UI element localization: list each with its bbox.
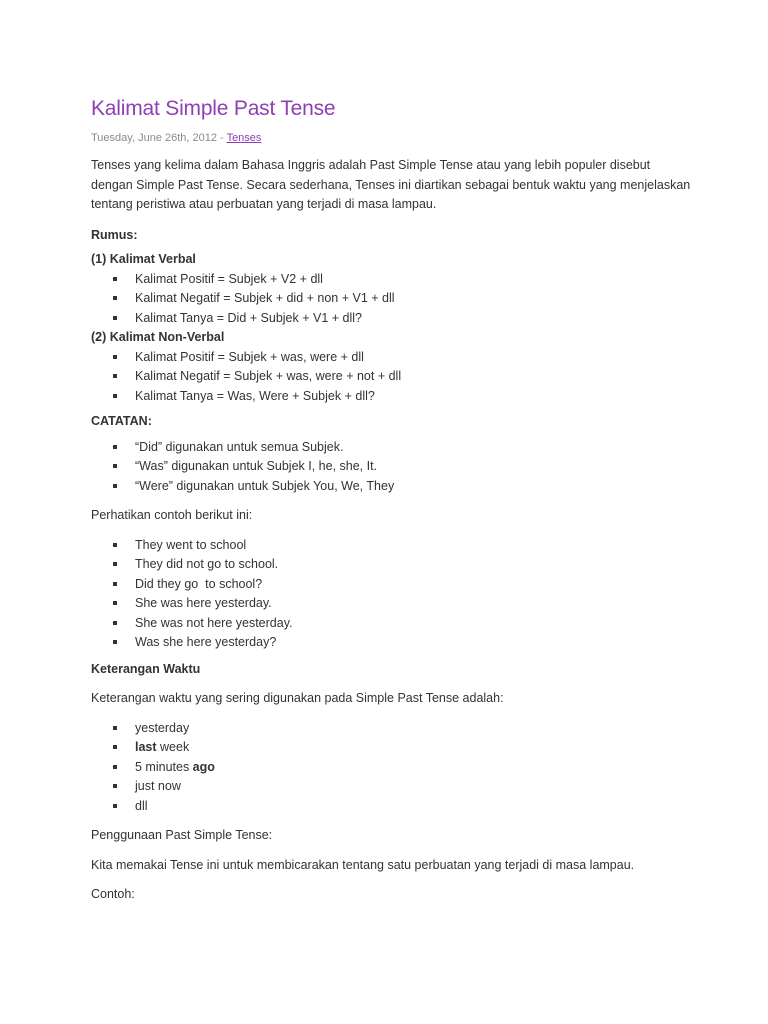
list-item-text: Kalimat Positif = Subjek + V2 + dll	[135, 271, 323, 286]
nonverbal-heading: (2) Kalimat Non-Verbal	[91, 330, 225, 344]
list-item	[113, 797, 691, 817]
list-item-bold: last	[135, 740, 157, 754]
catatan-heading: CATATAN:	[91, 414, 152, 428]
list-item-text: They did not go to school.	[135, 557, 279, 571]
list-item	[113, 367, 691, 387]
list-item-text: dll	[135, 798, 148, 813]
square-bullet-icon	[113, 464, 117, 468]
penggunaan-text: Kita memakai Tense ini untuk membicarakan tentang satu perbuatan yang terjadi di masa lampau.	[91, 857, 635, 872]
square-bullet-icon	[113, 484, 117, 488]
square-bullet-icon	[113, 726, 117, 730]
list-item	[113, 309, 691, 329]
square-bullet-icon	[113, 316, 117, 320]
list-item	[113, 758, 691, 778]
list-item-text: “Was” digunakan untuk Subjek I, he, she, It.	[135, 459, 378, 473]
square-bullet-icon	[113, 601, 117, 605]
list-item-text: week	[156, 740, 190, 754]
contoh-lead: Perhatikan contoh berikut ini:	[91, 508, 253, 522]
rumus-heading: Rumus:	[91, 227, 138, 242]
list-item-text: She was here yesterday.	[135, 596, 272, 610]
post-meta	[91, 131, 691, 145]
list-item-bold: ago	[192, 759, 215, 774]
list-item-text: “Did” digunakan untuk semua Subjek.	[135, 439, 344, 454]
verbal-list	[91, 270, 691, 329]
verbal-heading: (1) Kalimat Verbal	[91, 252, 196, 266]
list-item	[113, 289, 691, 309]
list-item-text: Did they go to school?	[135, 576, 263, 591]
square-bullet-icon	[113, 543, 117, 547]
list-item	[113, 536, 691, 556]
square-bullet-icon	[113, 445, 117, 449]
list-item-text: just now	[135, 779, 181, 793]
list-item	[113, 633, 691, 653]
post-date: Tuesday, June 26th, 2012 -	[91, 132, 224, 144]
page-title: Kalimat Simple Past Tense	[91, 97, 336, 120]
square-bullet-icon	[113, 562, 117, 566]
list-item-text: 5 minutes	[135, 759, 193, 774]
square-bullet-icon	[113, 394, 117, 398]
keterangan-list	[91, 719, 691, 817]
list-item	[113, 477, 691, 497]
list-item	[113, 614, 691, 634]
list-item	[113, 348, 691, 368]
list-item	[113, 555, 691, 575]
list-item	[113, 575, 691, 595]
intro-paragraph: Tenses yang kelima dalam Bahasa Inggris adalah Past Simple Tense atau yang lebih populer disebut dengan Simple Past Tense. Secara sederhana, Tenses ini diartikan sebagai bentuk waktu yang menjelaskan tentang peristiwa atau perbuatan yang terjadi di masa lampau.	[91, 158, 691, 211]
list-item-text: yesterday	[135, 720, 190, 735]
list-item-text: Kalimat Negatif = Subjek + did + non + V1 + dll	[135, 291, 395, 305]
list-item	[113, 438, 691, 458]
square-bullet-icon	[113, 296, 117, 300]
square-bullet-icon	[113, 621, 117, 625]
article	[91, 95, 691, 905]
list-item-text: Kalimat Tanya = Was, Were + Subjek + dll?	[135, 388, 375, 403]
nonverbal-list	[91, 348, 691, 407]
square-bullet-icon	[113, 355, 117, 359]
contoh-list	[91, 536, 691, 653]
list-item-text: Kalimat Negatif = Subjek + was, were + not + dll	[135, 369, 402, 383]
list-item	[113, 594, 691, 614]
list-item-text: She was not here yesterday.	[135, 615, 293, 630]
contoh-label: Contoh:	[91, 887, 135, 901]
list-item-text: Was she here yesterday?	[135, 635, 277, 649]
list-item-text: Kalimat Positif = Subjek + was, were + dll	[135, 349, 364, 364]
square-bullet-icon	[113, 374, 117, 378]
penggunaan-heading: Penggunaan Past Simple Tense:	[91, 828, 273, 842]
list-item	[113, 777, 691, 797]
square-bullet-icon	[113, 277, 117, 281]
keterangan-lead: Keterangan waktu yang sering digunakan pada Simple Past Tense adalah:	[91, 691, 504, 705]
list-item-text: Kalimat Tanya = Did + Subjek + V1 + dll?	[135, 310, 362, 325]
keterangan-heading: Keterangan Waktu	[91, 661, 201, 676]
list-item	[113, 457, 691, 477]
square-bullet-icon	[113, 784, 117, 788]
square-bullet-icon	[113, 582, 117, 586]
square-bullet-icon	[113, 765, 117, 769]
list-item	[113, 719, 691, 739]
list-item-text: They went to school	[135, 537, 247, 552]
list-item	[113, 387, 691, 407]
catatan-list	[91, 438, 691, 497]
category-link[interactable]: Tenses	[226, 132, 262, 144]
square-bullet-icon	[113, 640, 117, 644]
list-item-text: “Were” digunakan untuk Subjek You, We, They	[135, 478, 395, 493]
list-item	[113, 738, 691, 758]
square-bullet-icon	[113, 804, 117, 808]
square-bullet-icon	[113, 745, 117, 749]
list-item	[113, 270, 691, 290]
